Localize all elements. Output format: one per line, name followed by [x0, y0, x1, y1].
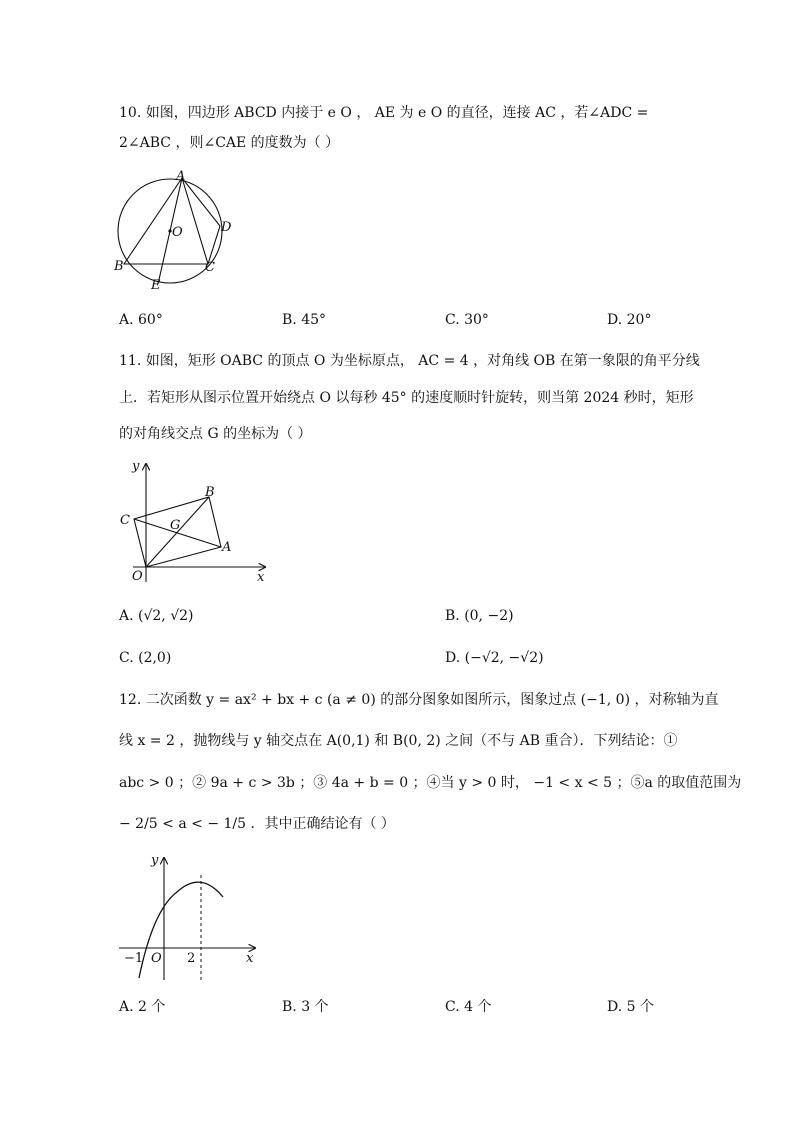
q10-label-a: A: [176, 169, 186, 184]
q12-option-c[interactable]: C. 4 个: [445, 999, 492, 1015]
q12-figure: [115, 850, 265, 985]
q11-stem-line3: 的对角线交点 G 的坐标为（ ）: [119, 426, 312, 442]
q12-stem-line4: − 2/5 < a < − 1/5 ．其中正确结论有（ ）: [119, 816, 395, 832]
q10-label-o: O: [172, 225, 183, 240]
q12-stem-line3: abc > 0 ；② 9a + c > 3b ；③ 4a + b = 0 ；④当 y > 0 时， −1 < x < 5 ；⑤a 的取值范围为: [119, 775, 742, 791]
q10-stem-line2: 2∠ABC ，则∠CAE 的度数为（ ）: [119, 135, 340, 151]
q11-option-b[interactable]: B. (0, −2): [445, 608, 514, 624]
q12-label-o: O: [151, 951, 162, 966]
q12-label-x: x: [246, 951, 254, 966]
q12-label-2: 2: [187, 951, 196, 966]
q11-option-d[interactable]: D. (−√2, −√2): [445, 650, 544, 666]
q10-option-a[interactable]: A. 60°: [119, 312, 163, 328]
q11-label-o: O: [132, 569, 143, 584]
q12-option-d[interactable]: D. 5 个: [607, 999, 654, 1015]
q12-option-a[interactable]: A. 2 个: [119, 999, 166, 1015]
q10-label-e: E: [151, 278, 161, 293]
q11-option-a[interactable]: A. (√2, √2): [119, 608, 194, 624]
q11-figure: [115, 456, 275, 588]
q10-option-c[interactable]: C. 30°: [445, 312, 489, 328]
q10-label-d: D: [221, 220, 232, 235]
q10-figure: [112, 168, 242, 298]
q11-stem-line2: 上．若矩形从图示位置开始绕点 O 以每秒 45° 的速度顺时针旋转，则当第 2024 秒时，矩形: [119, 390, 694, 406]
q10-label-c: C: [205, 260, 215, 275]
q11-label-x: x: [257, 570, 265, 585]
q11-label-g: G: [170, 518, 181, 533]
q11-label-c: C: [120, 513, 130, 528]
q12-stem-line1: 12. 二次函数 y = ax² + bx + c (a ≠ 0) 的部分图象如图所示，图象过点 (−1, 0) ，对称轴为直: [119, 692, 719, 708]
q10-label-b: B: [114, 259, 124, 274]
q11-label-a: A: [222, 540, 232, 555]
q10-stem-line1: 10. 如图，四边形 ABCD 内接于 e O ， AE 为 e O 的直径，连接 AC ，若∠ADC =: [119, 105, 649, 121]
q11-label-y: y: [132, 459, 140, 474]
q10-option-b[interactable]: B. 45°: [282, 312, 327, 328]
q11-label-b: B: [205, 485, 215, 500]
q12-label-neg1: −1: [124, 951, 144, 966]
q10-diagonal-ac: [182, 178, 208, 264]
q11-stem-line1: 11. 如图，矩形 OABC 的顶点 O 为坐标原点， AC = 4 ，对角线 OB 在第一象限的角平分线: [119, 353, 700, 369]
q12-stem-line2: 线 x = 2 ，抛物线与 y 轴交点在 A(0,1) 和 B(0, 2) 之间（不与 AB 重合）．下列结论：①: [119, 733, 678, 749]
q11-option-c[interactable]: C. (2,0): [119, 650, 172, 666]
q12-label-y: y: [151, 853, 159, 868]
q10-option-d[interactable]: D. 20°: [607, 312, 652, 328]
q12-option-b[interactable]: B. 3 个: [282, 999, 329, 1015]
